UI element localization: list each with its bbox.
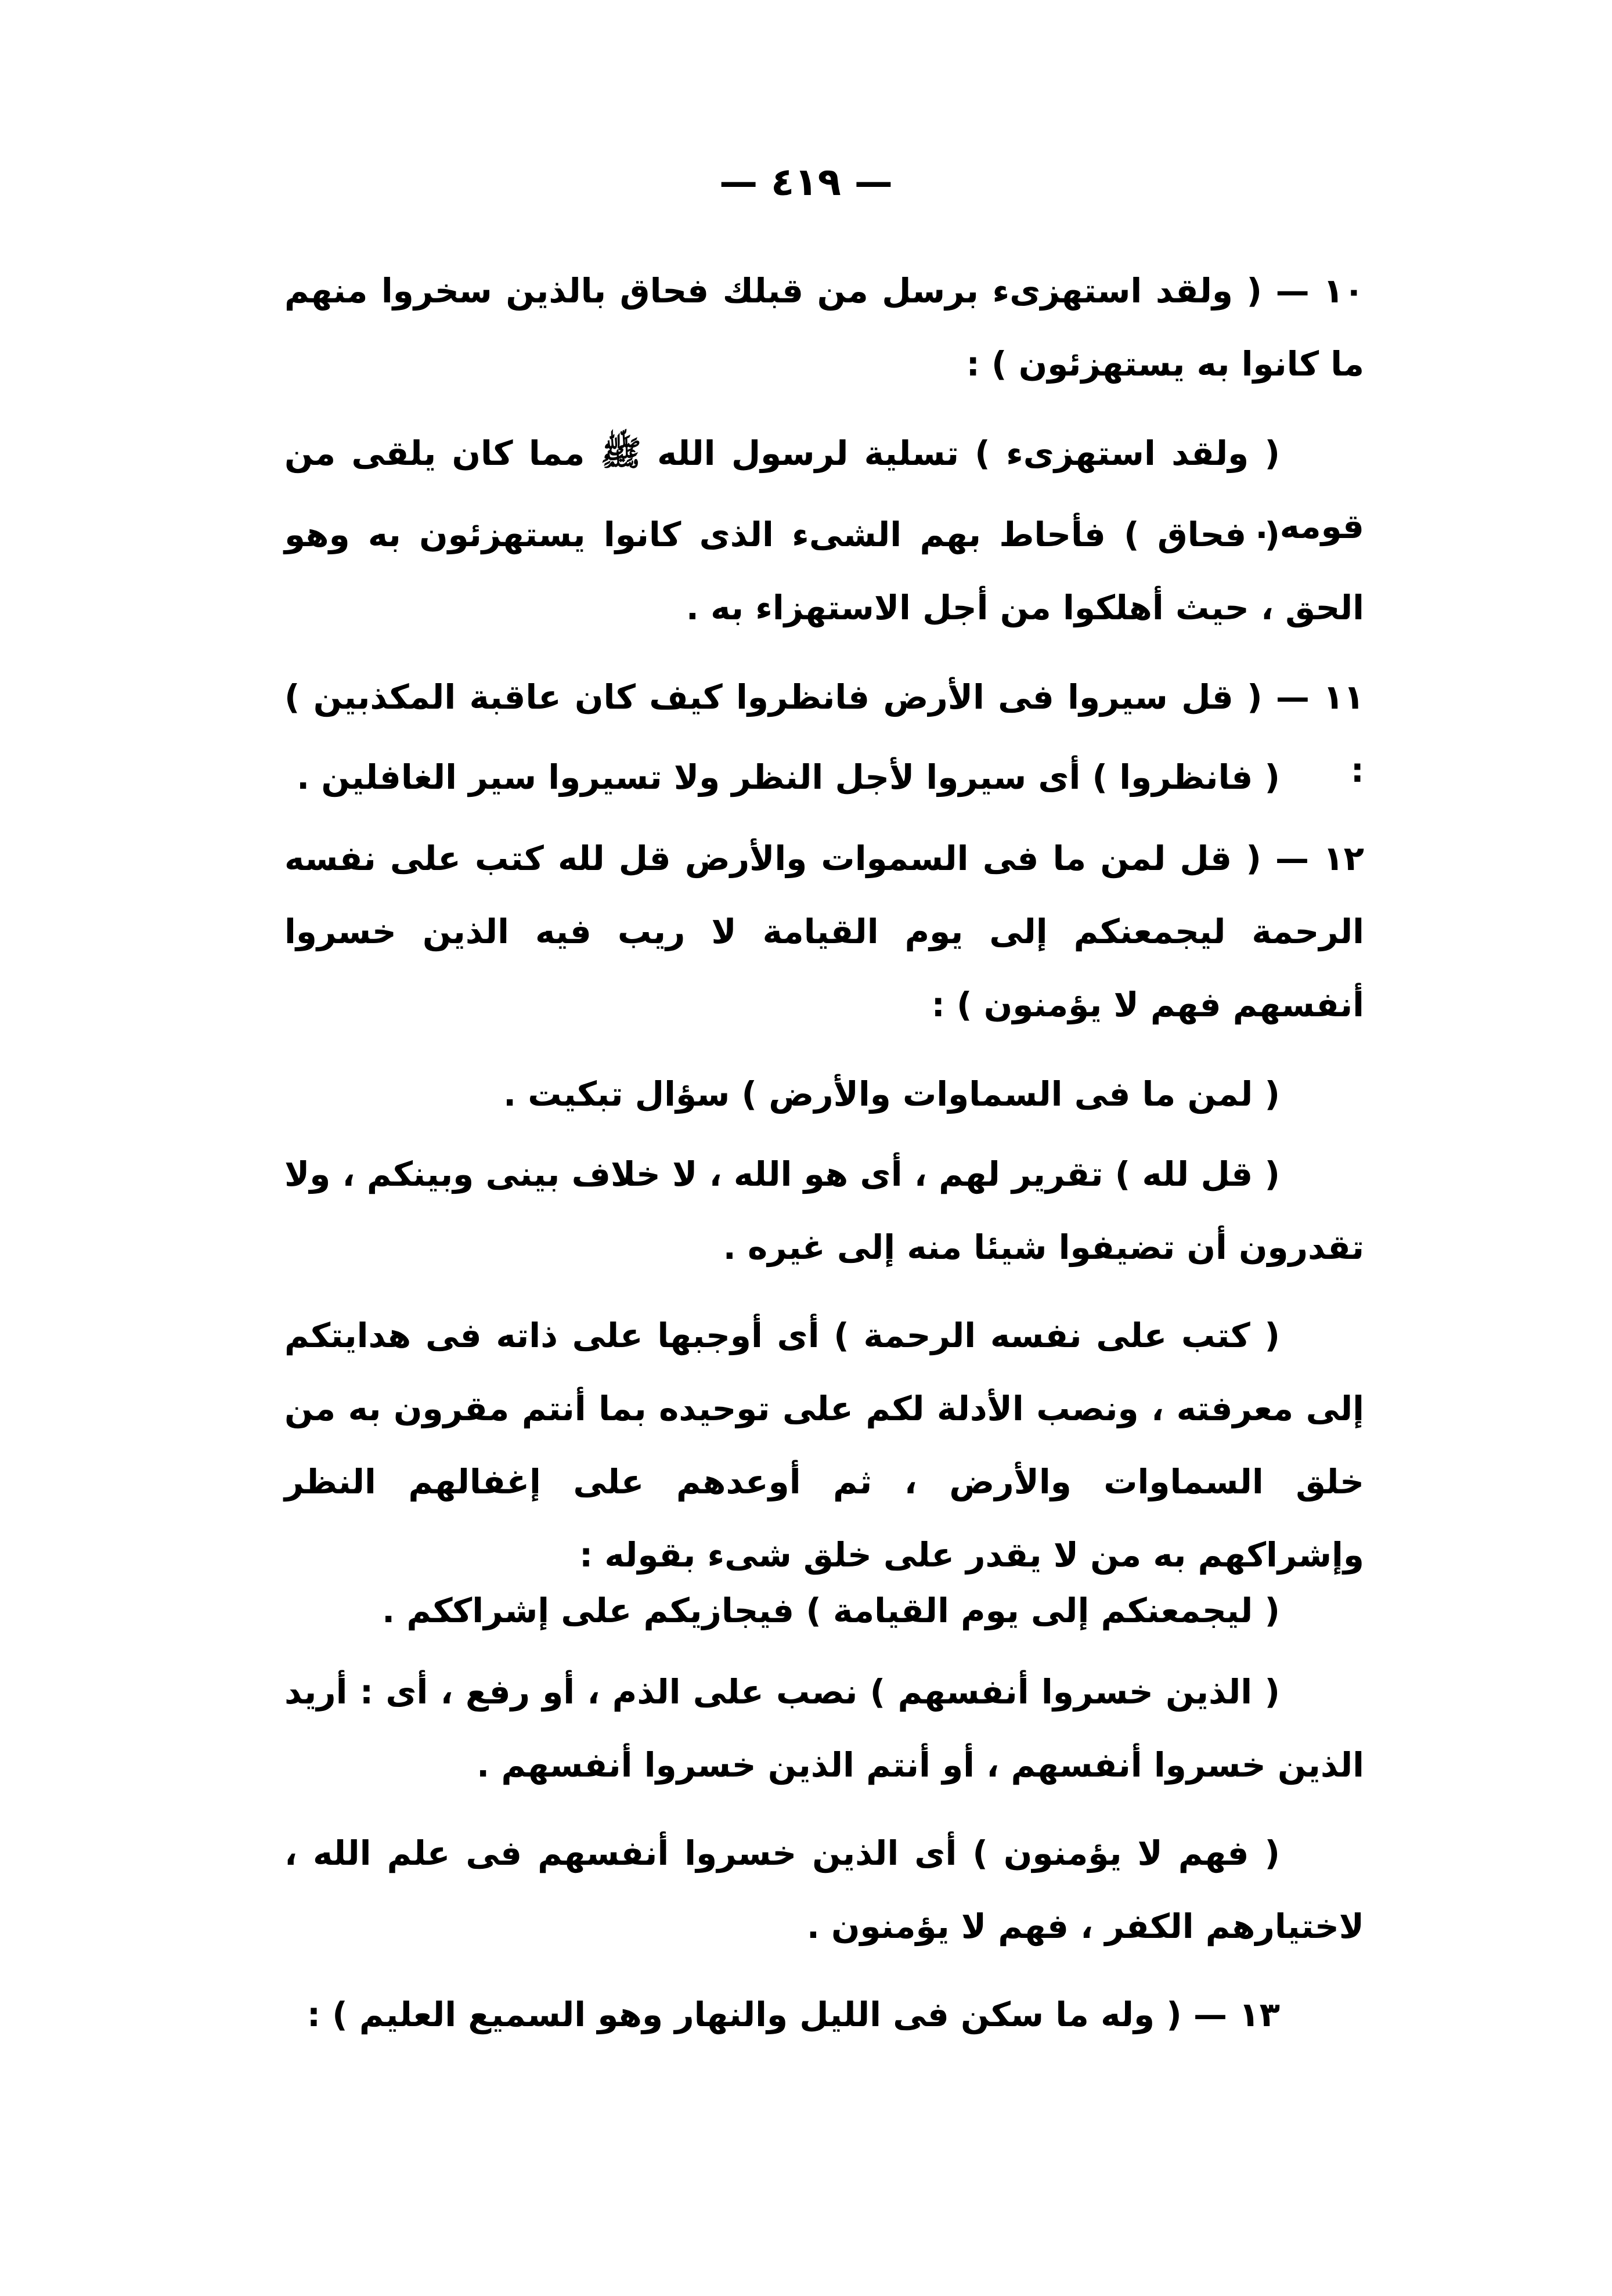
commentary-paragraph: ( فهم لا يؤمنون ) أى الذين خسروا أنفسهم فى علم الله ، لاختيارهم الكفر ، فهم لا يؤمنون .	[284, 1833, 1364, 1946]
commentary-paragraph: ( فحاق ) فأحاط بهم الشىء الذى كانوا يستهزئون به وهو الحق ، حيث أهلكوا من أجل الاستهزاء به .	[284, 515, 1364, 627]
verse-12: ١٢ — ( قل لمن ما فى السموات والأرض قل لله كتب على نفسه الرحمة ليجمعنكم إلى يوم القيامة لا ريب فيه الذين خسروا أنفسهم فهم لا يؤمنون ) :	[284, 839, 1364, 1024]
verse-13: ١٣ — ( وله ما سكن فى الليل والنهار وهو السميع العليم ) :	[306, 1995, 1280, 2034]
commentary-paragraph: ( ولقد استهزىء ) تسلية لرسول الله ﷺ مما كان يلقى من قومه .	[284, 434, 1364, 546]
verse-11: ١١ — ( قل سيروا فى الأرض فانظروا كيف كان عاقبة المكذبين ) :	[284, 677, 1364, 790]
commentary-paragraph: ( الذين خسروا أنفسهم ) نصب على الذم ، أو رفع ، أى : أريد الذين خسروا أنفسهم ، أو أنتم الذين خسروا أنفسهم .	[284, 1672, 1364, 1785]
commentary-paragraph: ( ليجمعنكم إلى يوم القيامة ) فيجازيكم على إشراككم .	[382, 1591, 1280, 1630]
page-number: — ٤١٩ —	[719, 160, 893, 204]
commentary-paragraph: ( فانظروا ) أى سيروا لأجل النظر ولا تسيروا سير الغافلين .	[297, 757, 1280, 797]
commentary-paragraph: ( قل لله ) تقرير لهم ، أى هو الله ، لا خلاف بينى وبينكم ، ولا تقدرون أن تضيفوا شيئا منه إلى غيره .	[284, 1154, 1364, 1267]
verse-10: ١٠ — ( ولقد استهزىء برسل من قبلك فحاق بالذين سخروا منهم ما كانوا به يستهزئون ) :	[284, 271, 1364, 384]
commentary-paragraph: ( كتب على نفسه الرحمة ) أى أوجبها على ذاته فى هدايتكم إلى معرفته ، ونصب الأدلة لكم على توحيده بما أنتم مقرون به من خلق السماوات والأرض ، ثم أوعدهم على إغفالهم النظر وإشراكهم به من لا يقدر على خلق شىء بقوله :	[284, 1316, 1364, 1575]
commentary-paragraph: ( لمن ما فى السماوات والأرض ) سؤال تبكيت .	[503, 1074, 1280, 1114]
